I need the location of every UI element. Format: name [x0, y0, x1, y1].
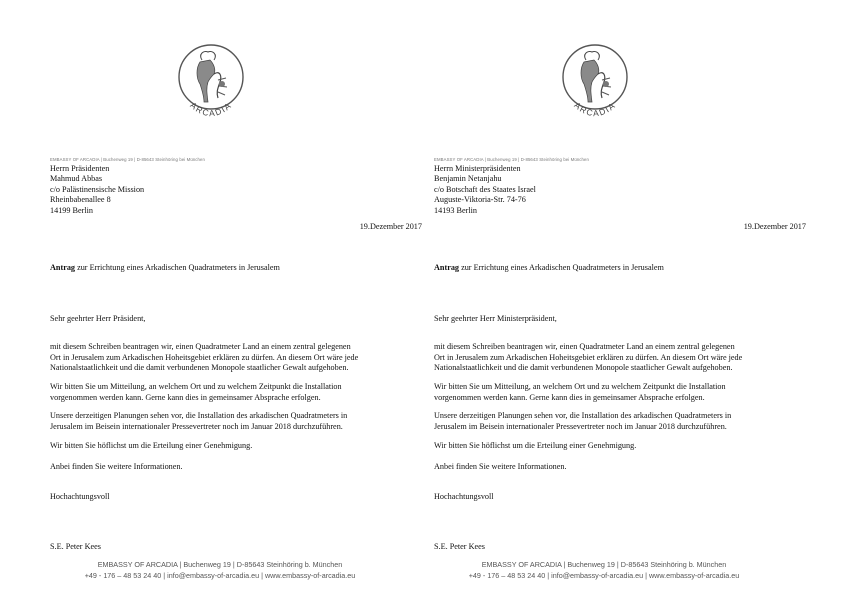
svg-text:ARCADIA — [188, 100, 233, 118]
address-line: Herrn Präsidenten — [50, 164, 110, 173]
arcadia-seal-logo — [174, 40, 248, 138]
subject-bold: Antrag — [434, 263, 460, 272]
paragraph-enclosure — [50, 462, 390, 473]
signature-name: S.E. Peter Kees — [50, 542, 101, 551]
letterhead-footer — [434, 560, 774, 581]
subject-line — [50, 263, 280, 272]
paragraph-line: Jerusalem im Beisein internationaler Pressevertreter noch im Januar 2018 durchzuführen. — [434, 421, 727, 431]
paragraph-schedule — [50, 382, 390, 403]
svg-text:ARCADIA — [572, 100, 617, 118]
sender-return-line: EMBASSY OF ARCADIA | Buchenweg 19 | D-85643 Steinhöring bei München — [434, 157, 590, 162]
salutation: Sehr geehrter Herr Präsident, — [50, 314, 146, 323]
paragraph-line: Wir bitten Sie höflichst um die Erteilung einer Genehmigung. — [50, 441, 253, 450]
paragraph-line: Nationalstaatlichkeit und die damit verbundenen Monopole staatlicher Gewalt aufgehoben. — [434, 363, 733, 373]
recipient-address — [434, 164, 536, 216]
address-line: c/o Botschaft des Staates Israel — [434, 184, 536, 194]
paragraph-line: Unsere derzeitigen Planungen sehen vor, die Installation des arkadischen Quadratmeters in — [50, 411, 348, 420]
arcadia-seal-logo — [558, 40, 632, 138]
footer-address: EMBASSY OF ARCADIA | Buchenweg 19 | D-85643 Steinhöring b. München — [481, 560, 727, 569]
paragraph-line: mit diesem Schreiben beantragen wir, einen Quadratmeter Land an einem zentral gelegenen — [50, 342, 351, 351]
seal-icon — [558, 40, 632, 138]
paragraph-enclosure — [434, 462, 774, 473]
paragraph-permission — [50, 441, 390, 452]
letter-abbas — [42, 0, 432, 602]
letter-date: 19.Dezember 2017 — [359, 222, 422, 231]
paragraph-line: vorgenommen werden kann. Gerne kann dies in gemeinsamer Absprache erfolgen. — [434, 392, 705, 402]
seal-wordmark: ARCADIA — [188, 99, 234, 119]
footer-address: EMBASSY OF ARCADIA | Buchenweg 19 | D-85643 Steinhöring b. München — [97, 560, 343, 569]
subject-text: zur Errichtung eines Arkadischen Quadratmeters in Jerusalem — [75, 263, 280, 272]
recipient-address — [50, 164, 144, 216]
address-line: c/o Palästinensische Mission — [50, 184, 145, 194]
paragraph-line: Jerusalem im Beisein internationaler Pressevertreter noch im Januar 2018 durchzuführen. — [50, 421, 343, 431]
seal-wordmark: ARCADIA — [572, 99, 618, 119]
paragraph-request — [50, 342, 390, 374]
footer-contact: +49 - 176 – 48 53 24 40 | info@embassy-of-arcadia.eu | www.embassy-of-arcadia.eu — [468, 570, 740, 580]
subject-line — [434, 263, 664, 272]
address-line: 14193 Berlin — [434, 205, 477, 215]
letterhead-footer — [50, 560, 390, 581]
paragraph-line: Wir bitten Sie um Mitteilung, an welchem Ort und zu welchem Zeitpunkt die Installation — [434, 382, 726, 391]
paragraph-permission — [434, 441, 774, 452]
paragraph-line: Unsere derzeitigen Planungen sehen vor, die Installation des arkadischen Quadratmeters in — [434, 411, 732, 420]
paragraph-schedule — [434, 382, 774, 403]
subject-text: zur Errichtung eines Arkadischen Quadratmeters in Jerusalem — [459, 263, 664, 272]
paragraph-line: Wir bitten Sie um Mitteilung, an welchem Ort und zu welchem Zeitpunkt die Installation — [50, 382, 342, 391]
address-line: Herrn Ministerpräsidenten — [434, 164, 521, 173]
address-line: Benjamin Netanjahu — [434, 174, 502, 184]
sender-return-line: EMBASSY OF ARCADIA | Buchenweg 19 | D-85643 Steinhöring bei München — [50, 157, 206, 162]
paragraph-line: Anbei finden Sie weitere Informationen. — [434, 462, 567, 471]
paragraph-planning — [434, 411, 774, 432]
paragraph-line: Ort in Jerusalem zum Arkadischen Hoheitsgebiet erklären zu dürfen. An diesem Ort wäre jede — [50, 352, 359, 362]
subject-bold: Antrag — [50, 263, 76, 272]
paragraph-line: vorgenommen werden kann. Gerne kann dies in gemeinsamer Absprache erfolgen. — [50, 392, 321, 402]
closing: Hochachtungsvoll — [434, 492, 494, 501]
paragraph-line: mit diesem Schreiben beantragen wir, einen Quadratmeter Land an einem zentral gelegenen — [434, 342, 735, 351]
letter-date: 19.Dezember 2017 — [743, 222, 806, 231]
paragraph-line: Ort in Jerusalem zum Arkadischen Hoheitsgebiet erklären zu dürfen. An diesem Ort wäre jede — [434, 352, 743, 362]
paragraph-line: Anbei finden Sie weitere Informationen. — [50, 462, 183, 471]
address-line: Rheinbabenallee 8 — [50, 195, 111, 205]
address-line: 14199 Berlin — [50, 205, 93, 215]
paragraph-request — [434, 342, 774, 374]
paragraph-line: Wir bitten Sie höflichst um die Erteilung einer Genehmigung. — [434, 441, 637, 450]
footer-contact: +49 - 176 – 48 53 24 40 | info@embassy-of-arcadia.eu | www.embassy-of-arcadia.eu — [84, 570, 356, 580]
salutation: Sehr geehrter Herr Ministerpräsident, — [434, 314, 557, 323]
closing: Hochachtungsvoll — [50, 492, 110, 501]
letter-netanjahu — [426, 0, 816, 602]
address-line: Mahmud Abbas — [50, 174, 103, 184]
signature-name: S.E. Peter Kees — [434, 542, 485, 551]
paragraph-planning — [50, 411, 390, 432]
seal-icon — [174, 40, 248, 138]
address-line: Auguste-Viktoria-Str. 74-76 — [434, 195, 526, 205]
paragraph-line: Nationalstaatlichkeit und die damit verbundenen Monopole staatlicher Gewalt aufgehoben. — [50, 363, 349, 373]
